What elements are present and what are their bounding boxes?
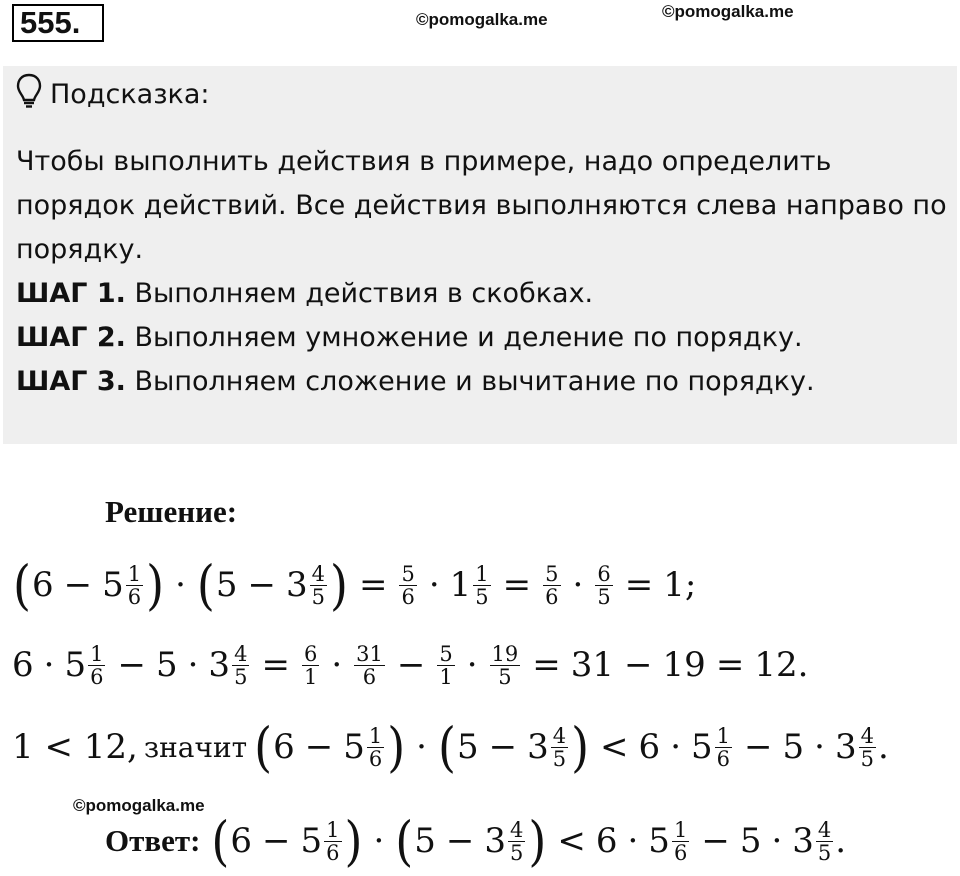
math-token: 5: [817, 840, 832, 865]
math-token: 5: [234, 664, 248, 689]
equation-line-3: [12, 712, 889, 782]
step-text: Выполняем умножение и деление по порядку.: [125, 322, 803, 353]
math-token: (: [13, 553, 31, 617]
math-token: 4: [552, 723, 567, 748]
math-token: 6: [273, 727, 295, 767]
solution-title: Решение:: [105, 494, 238, 529]
math-token: 5: [545, 561, 559, 586]
fraction: [88, 643, 105, 688]
fraction: [324, 819, 341, 864]
math-token: 6: [31, 565, 54, 605]
math-token: 5: [552, 746, 567, 771]
math-token: −: [262, 821, 291, 861]
problem-number: 555.: [12, 4, 104, 42]
math-token: 3: [527, 727, 549, 767]
hint-header: [16, 74, 210, 114]
fraction: [232, 643, 249, 688]
math-token: 5: [414, 821, 436, 861]
fraction: [508, 819, 525, 864]
math-token: 31: [570, 645, 615, 685]
fraction: [367, 725, 384, 770]
fraction: [399, 563, 416, 608]
math-token: 5: [64, 645, 87, 685]
math-token: 6: [362, 664, 377, 689]
math-token: (: [211, 809, 230, 873]
math-token: 6: [326, 840, 340, 865]
math-token: ·: [627, 821, 639, 861]
math-token: (: [395, 809, 414, 873]
math-token: =: [502, 565, 532, 605]
math-token: 5: [782, 727, 805, 767]
math-token: 5: [215, 565, 238, 605]
math-token: 3: [484, 821, 507, 861]
math-token: =: [358, 565, 388, 605]
math-token: −: [396, 645, 426, 685]
math-token: 6: [545, 584, 559, 609]
math-token: ·: [331, 645, 343, 685]
math-token: 5: [300, 821, 323, 861]
math-token: ): [571, 715, 590, 779]
math-token: 1: [127, 561, 142, 586]
math-token: 3: [285, 565, 308, 605]
math-token: 5: [311, 584, 325, 609]
math-token: 5: [102, 565, 124, 605]
math-token: ·: [175, 565, 186, 605]
hint-step-1: [16, 272, 951, 316]
math-token: 1: [368, 723, 383, 748]
math-token: 1: [449, 565, 472, 605]
math-token: 5: [475, 584, 489, 609]
math-token: ): [329, 553, 348, 617]
math-token: ·: [572, 565, 584, 605]
math-token: .: [835, 821, 847, 861]
math-token: ): [528, 809, 547, 873]
math-token: <: [557, 821, 586, 861]
math-token: 6: [368, 746, 383, 771]
math-token: 4: [510, 817, 524, 842]
fraction: [473, 563, 490, 608]
step-text: Выполняем сложение и вычитание по порядку.: [125, 366, 815, 397]
word-znachit: значит: [143, 730, 248, 764]
math-token: 1: [716, 723, 731, 748]
math-token: 6: [90, 664, 104, 689]
math-token: (: [196, 553, 215, 617]
math-token: 6: [597, 561, 611, 586]
math-token: 1: [90, 641, 104, 666]
equation-line-1: [12, 550, 696, 620]
math-token: 5: [510, 840, 524, 865]
watermark: ©pomogalka.me: [73, 796, 205, 815]
math-token: 1: [673, 817, 688, 842]
math-token: −: [744, 727, 773, 767]
math-token: ): [387, 715, 406, 779]
answer-line: [105, 806, 846, 876]
fraction: [437, 643, 454, 688]
math-token: 3: [792, 821, 814, 861]
math-token: 4: [311, 561, 325, 586]
math-token: 1: [475, 561, 489, 586]
math-token: 6: [303, 641, 318, 666]
fraction: [354, 643, 385, 688]
step-label: ШАГ 1.: [16, 278, 126, 309]
math-token: 6: [401, 584, 415, 609]
fraction: [859, 725, 876, 770]
watermark: ©pomogalka.me: [662, 2, 794, 21]
math-token: ·: [814, 727, 825, 767]
math-token: 5: [498, 664, 512, 689]
fraction: [816, 819, 833, 864]
math-token: 31: [356, 641, 383, 666]
math-token: 1;: [663, 565, 697, 605]
answer-label: Ответ:: [105, 823, 201, 858]
math-token: −: [445, 821, 475, 861]
math-token: −: [624, 645, 653, 685]
math-token: ·: [43, 645, 55, 685]
fraction: [310, 563, 327, 608]
math-token: 5: [691, 727, 713, 767]
fraction: [672, 819, 689, 864]
math-token: 5: [860, 746, 874, 771]
math-token: −: [247, 565, 276, 605]
fraction: [543, 563, 560, 608]
step-text: Выполняем действия в скобках.: [125, 278, 594, 309]
math-token: ·: [373, 821, 385, 861]
hint-step-2: [16, 316, 951, 360]
math-token: −: [488, 727, 518, 767]
math-token: 6: [230, 821, 252, 861]
math-token: 5: [597, 584, 611, 609]
math-token: 1: [303, 664, 318, 689]
math-token: 4: [860, 723, 874, 748]
math-token: 6: [638, 727, 661, 767]
math-token: 4: [817, 817, 832, 842]
math-token: 19: [491, 641, 519, 666]
fraction: [126, 563, 143, 608]
math-token: ·: [428, 565, 440, 605]
equation-line-2: [12, 630, 808, 700]
math-token: 3: [208, 645, 231, 685]
step-label: ШАГ 2.: [16, 322, 126, 353]
math-token: 3: [834, 727, 857, 767]
math-token: ): [146, 553, 165, 617]
math-token: 6: [673, 840, 688, 865]
math-token: 6: [12, 645, 34, 685]
math-token: (: [437, 715, 456, 779]
math-token: ): [344, 809, 363, 873]
math-token: 5: [439, 641, 453, 666]
math-token: ·: [416, 727, 427, 767]
math-token: 6: [127, 584, 142, 609]
watermark: ©pomogalka.me: [416, 10, 548, 29]
math-token: =: [532, 645, 561, 685]
fraction: [595, 563, 612, 608]
math-token: ·: [771, 821, 783, 861]
math-token: 19: [662, 645, 706, 685]
math-token: ·: [670, 727, 681, 767]
math-token: 5: [155, 645, 178, 685]
math-token: .: [877, 727, 889, 767]
hint-paragraph: Чтобы выполнить действия в примере, надо определить порядок действий. Все действия выполняются слева направо по порядку.: [16, 146, 947, 265]
math-token: (: [254, 715, 273, 779]
fraction: [490, 643, 521, 688]
math-token: ·: [187, 645, 199, 685]
math-token: 5: [343, 727, 365, 767]
math-token: =: [261, 645, 290, 685]
math-token: 1: [326, 817, 340, 842]
math-token: 4: [234, 641, 248, 666]
math-token: =: [715, 645, 745, 685]
math-token: 5: [739, 821, 762, 861]
fraction: [302, 643, 319, 688]
hint-title: Подсказка:: [50, 78, 210, 110]
math-token: −: [701, 821, 730, 861]
math-token: 5: [456, 727, 479, 767]
math-token: <: [600, 727, 629, 767]
math-token: 5: [401, 561, 415, 586]
math-token: −: [63, 565, 93, 605]
fraction: [551, 725, 568, 770]
math-token: −: [117, 645, 146, 685]
hint-step-3: [16, 360, 951, 404]
math-token: 12.: [754, 645, 809, 685]
lightbulb-icon: [16, 73, 42, 116]
hint-body: [16, 140, 951, 404]
hint-box: [3, 66, 957, 444]
fraction: [715, 725, 732, 770]
math-token: =: [624, 565, 654, 605]
math-token: 6: [716, 746, 731, 771]
math-token: 6: [595, 821, 618, 861]
math-token: 1: [439, 664, 453, 689]
math-token: 1 < 12,: [12, 727, 138, 767]
math-token: ·: [466, 645, 478, 685]
math-token: 5: [648, 821, 670, 861]
step-label: ШАГ 3.: [16, 366, 126, 397]
math-token: −: [304, 727, 334, 767]
